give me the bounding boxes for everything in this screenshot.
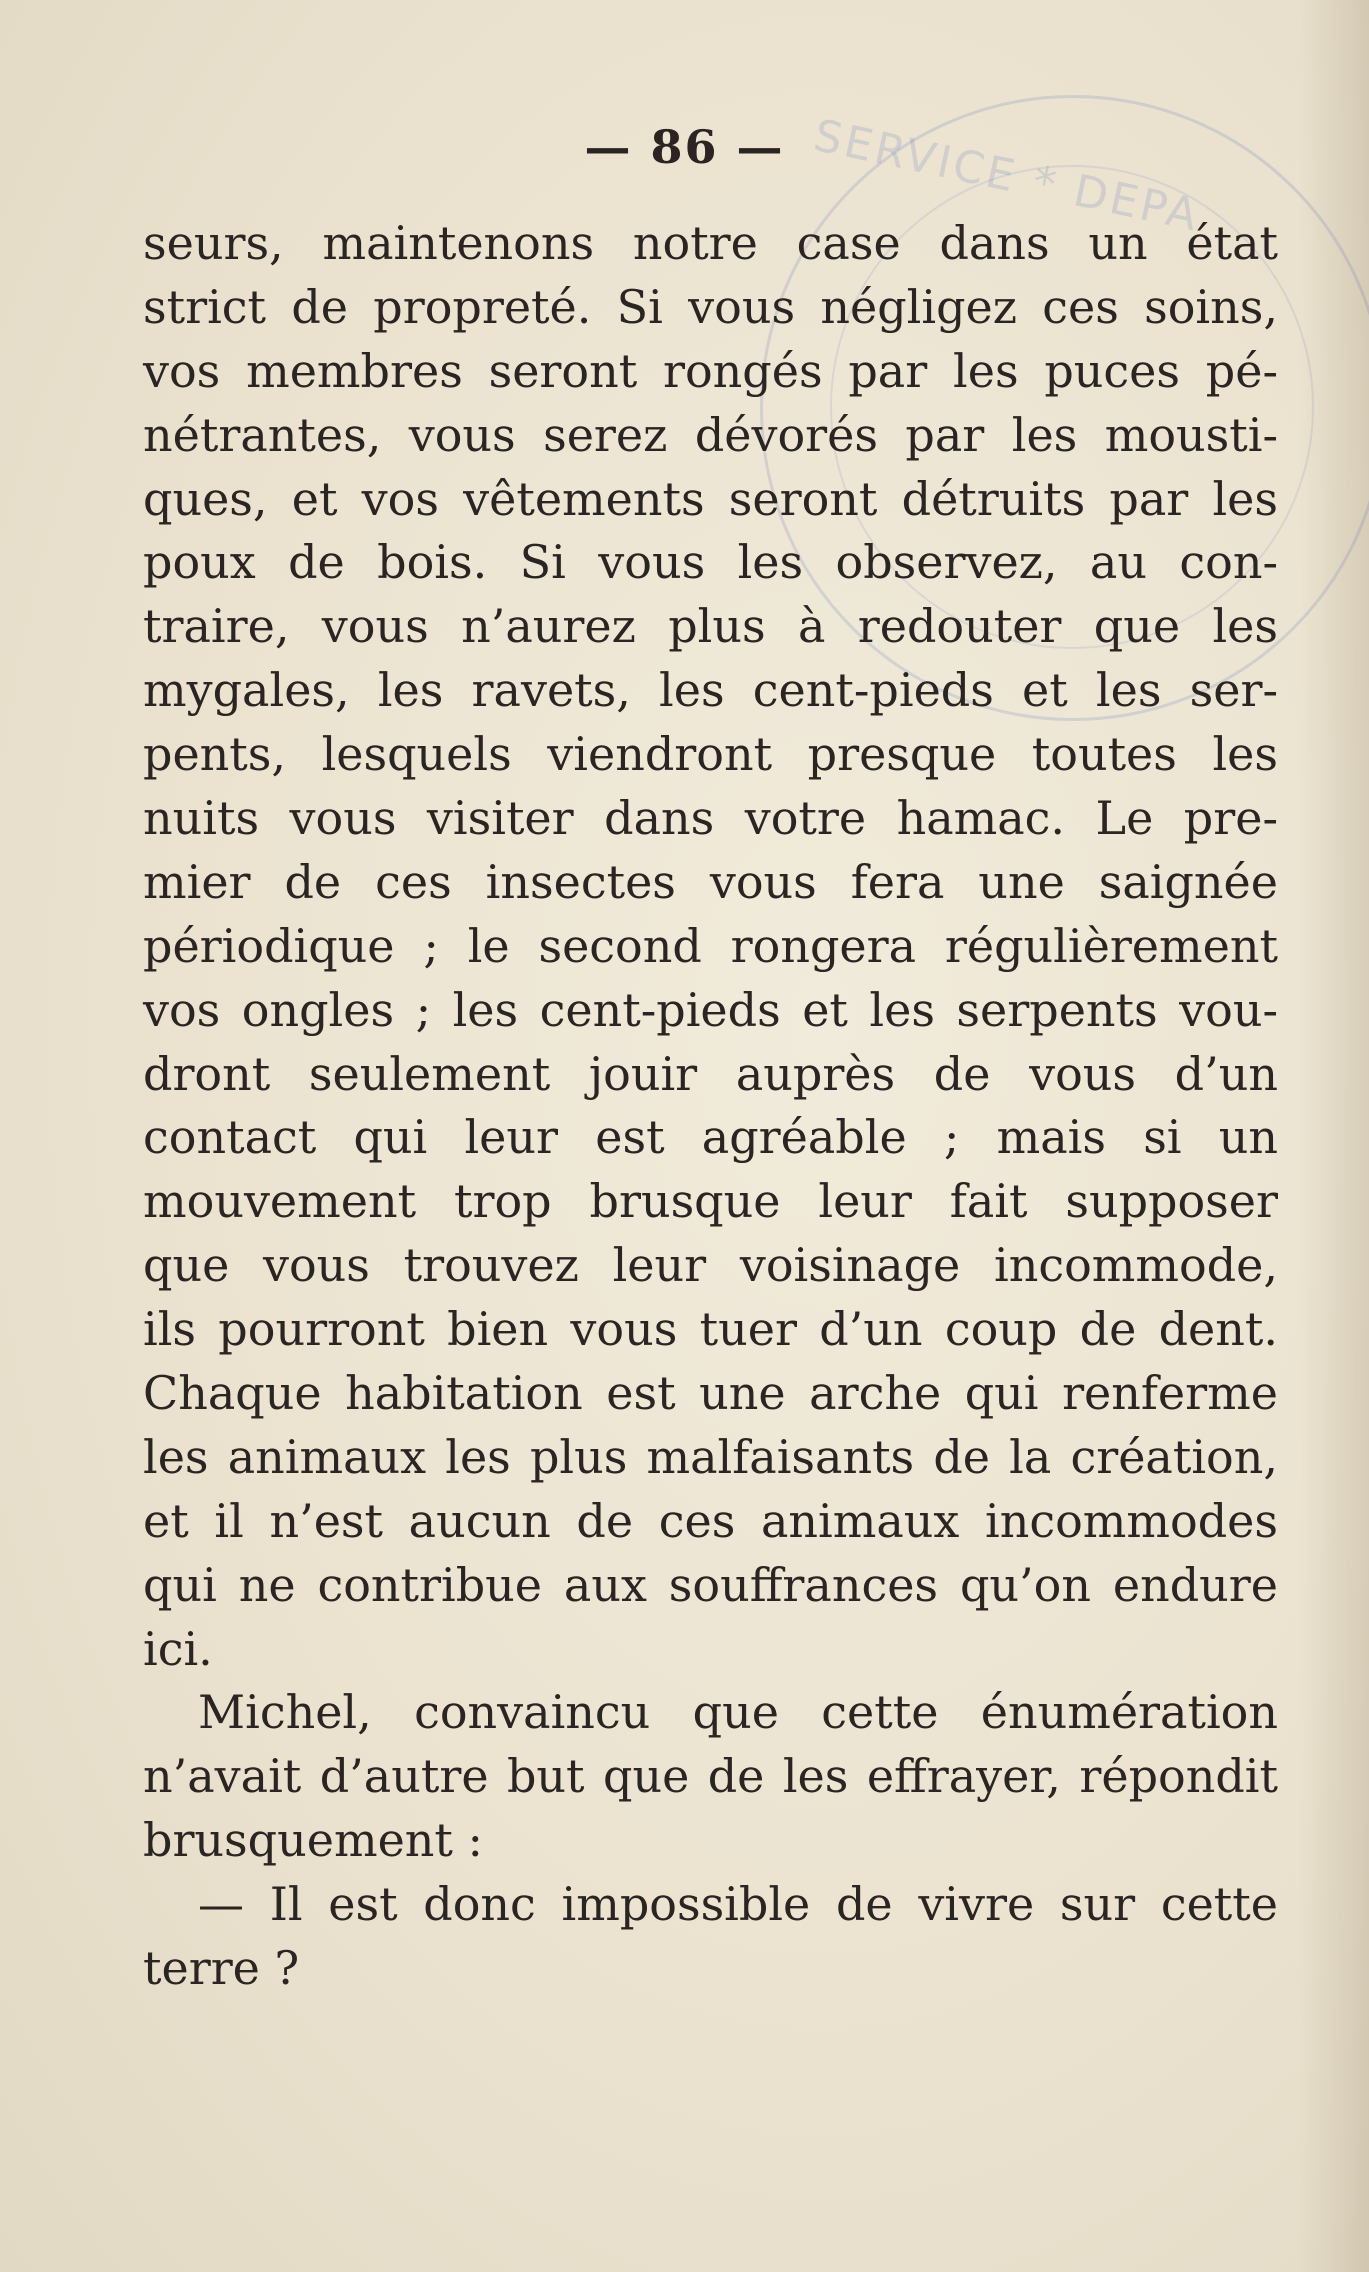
text-line: mygales, les ravets, les cent-pieds et les ser- bbox=[143, 663, 1278, 718]
text-line: périodique ; le second rongera régulièrement bbox=[143, 918, 1278, 973]
text-line: poux de bois. Si vous les observez, au con- bbox=[143, 535, 1278, 590]
text-line: et il n’est aucun de ces animaux incommodes bbox=[143, 1493, 1278, 1548]
text-line: contact qui leur est agréable ; mais si un bbox=[143, 1110, 1278, 1165]
text-line: dront seulement jouir auprès de vous d’un bbox=[143, 1046, 1278, 1101]
text-line: mier de ces insectes vous fera une saignée bbox=[143, 854, 1278, 909]
library-stamp-text: SERVICE * DEPA bbox=[809, 110, 1205, 242]
text-line: brusquement : bbox=[143, 1813, 484, 1868]
text-line: Chaque habitation est une arche qui renferme bbox=[143, 1366, 1278, 1421]
text-line: ils pourront bien vous tuer d’un coup de dent. bbox=[143, 1302, 1278, 1357]
page-edge-shadow bbox=[1299, 0, 1369, 2272]
text-line: qui ne contribue aux souffrances qu’on endure bbox=[143, 1557, 1278, 1612]
text-line: les animaux les plus malfaisants de la création, bbox=[143, 1429, 1278, 1484]
text-line: seurs, maintenons notre case dans un état bbox=[143, 216, 1278, 270]
text-line: que vous trouvez leur voisinage incommode, bbox=[143, 1238, 1278, 1293]
text-line: nuits vous visiter dans votre hamac. Le pre- bbox=[143, 791, 1278, 846]
text-line: pents, lesquels viendront presque toutes les bbox=[143, 727, 1278, 782]
text-line: nétrantes, vous serez dévorés par les mousti- bbox=[143, 407, 1278, 462]
text-line: mouvement trop brusque leur fait supposer bbox=[143, 1174, 1278, 1229]
text-line: vos ongles ; les cent-pieds et les serpents vou- bbox=[143, 982, 1278, 1037]
text-line: Michel, convaincu que cette énumération bbox=[198, 1685, 1278, 1740]
text-line: ques, et vos vêtements seront détruits par les bbox=[143, 471, 1278, 526]
text-line: ici. bbox=[143, 1621, 213, 1676]
page-body-text bbox=[143, 212, 1278, 2001]
text-line: terre ? bbox=[143, 1941, 300, 1996]
text-line: n’avait d’autre but que de les effrayer, répondit bbox=[143, 1749, 1278, 1804]
page-number: — 86 — bbox=[584, 120, 785, 174]
text-line: strict de propreté. Si vous négligez ces soins, bbox=[143, 279, 1278, 334]
text-line: traire, vous n’aurez plus à redouter que les bbox=[143, 599, 1278, 654]
text-line: — Il est donc impossible de vivre sur cette bbox=[198, 1877, 1278, 1932]
text-line: vos membres seront rongés par les puces pé- bbox=[143, 343, 1278, 398]
